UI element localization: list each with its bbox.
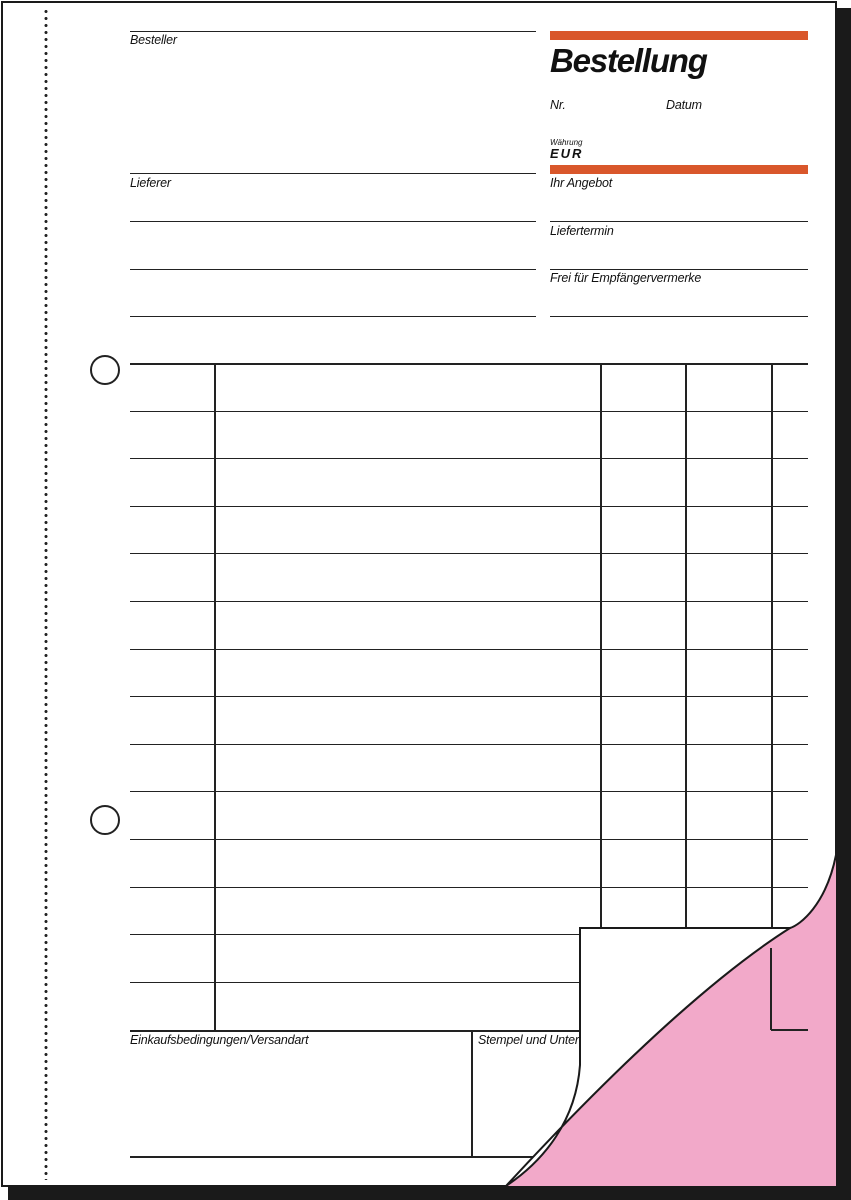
besteller-label: Besteller [130,33,177,47]
datum-label: Datum [666,98,702,112]
currency-value: EUR [550,146,584,161]
ihr-angebot-label: Ihr Angebot [550,176,612,190]
einkaufsbedingungen-label: Einkaufsbedingungen/Versandart [130,1033,309,1047]
lieferer-label: Lieferer [130,176,171,190]
nr-label: Nr. [550,98,566,112]
liefertermin-label: Liefertermin [550,224,614,238]
currency-label: Währung [550,138,583,147]
form-title: Bestellung [550,42,707,79]
frei-label: Frei für Empfängervermerke [550,271,702,285]
stempel-label: Stempel und Unter [478,1033,579,1047]
